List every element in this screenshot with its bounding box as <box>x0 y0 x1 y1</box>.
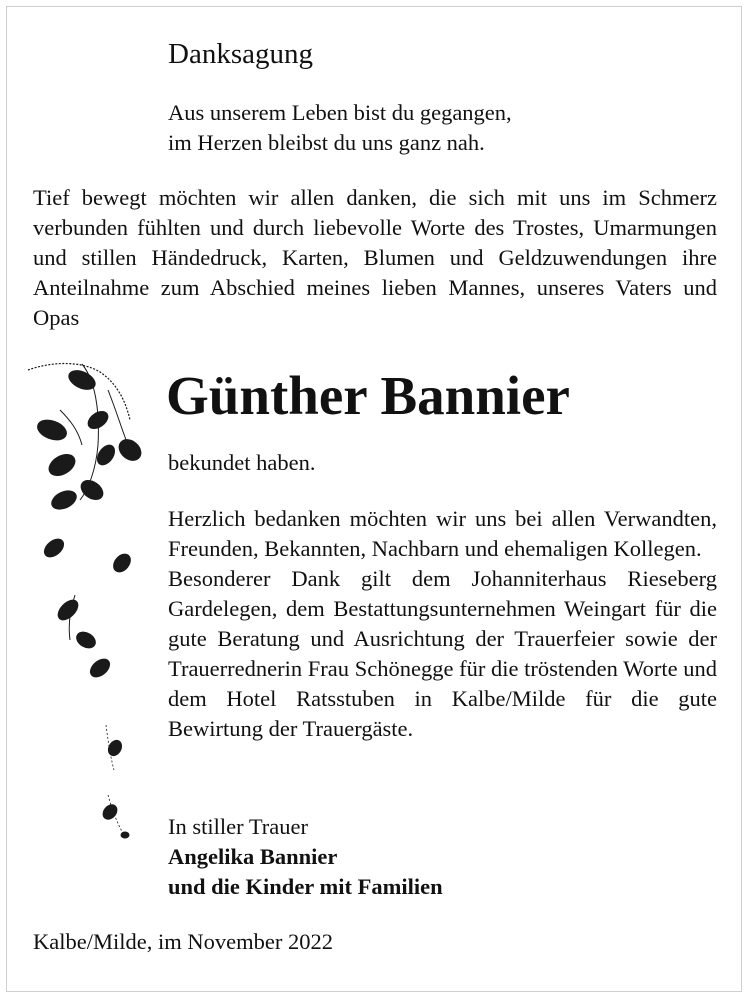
deceased-name: Günther Bannier <box>166 365 570 426</box>
thanks-paragraph-1: Herzlich bedanken möchten wir uns bei allen Verwandten, Freunden, Bekannten, Nachbarn und ehemaligen Kollegen. <box>168 506 717 561</box>
thanks-paragraph-2: Besonderer Dank gilt dem Johanniterhaus Rieseberg Gardelegen, dem Bestattungsunternehmen Weingart für die gute Beratung und Ausrichtung der Trauerfeier sowie der Trauerrednerin Frau Schönegge für die tröstenden Worte und dem Hotel Ratsstuben in Kalbe/Milde für die gute Bewirtung der Trauergäste. <box>168 566 717 741</box>
thanks-section <box>168 504 717 744</box>
family-line: und die Kinder mit Familien <box>168 874 443 899</box>
verse-line-2: im Herzen bleibst du uns ganz nah. <box>168 130 485 155</box>
notice-heading: Danksagung <box>168 38 313 70</box>
place-date: Kalbe/Milde, im November 2022 <box>33 929 333 954</box>
verse-line-1: Aus unserem Leben bist du gegangen, <box>168 100 512 125</box>
falling-leaves-icon <box>20 350 170 850</box>
verse <box>168 98 512 158</box>
closing-line: In stiller Trauer <box>168 814 308 839</box>
continuation-text: bekundet haben. <box>168 450 316 475</box>
signoff <box>168 812 443 902</box>
signer-name: Angelika Bannier <box>168 844 338 869</box>
intro-paragraph: Tief bewegt möchten wir allen danken, die sich mit uns im Schmerz verbunden fühlten und durch liebevolle Worte des Trostes, Umarmungen und stillen Händedruck, Karten, Blumen und Geldzuwendungen ihre Anteilnahme zum Abschied meines lieben Mannes, unseres Vaters und Opas <box>33 185 717 330</box>
